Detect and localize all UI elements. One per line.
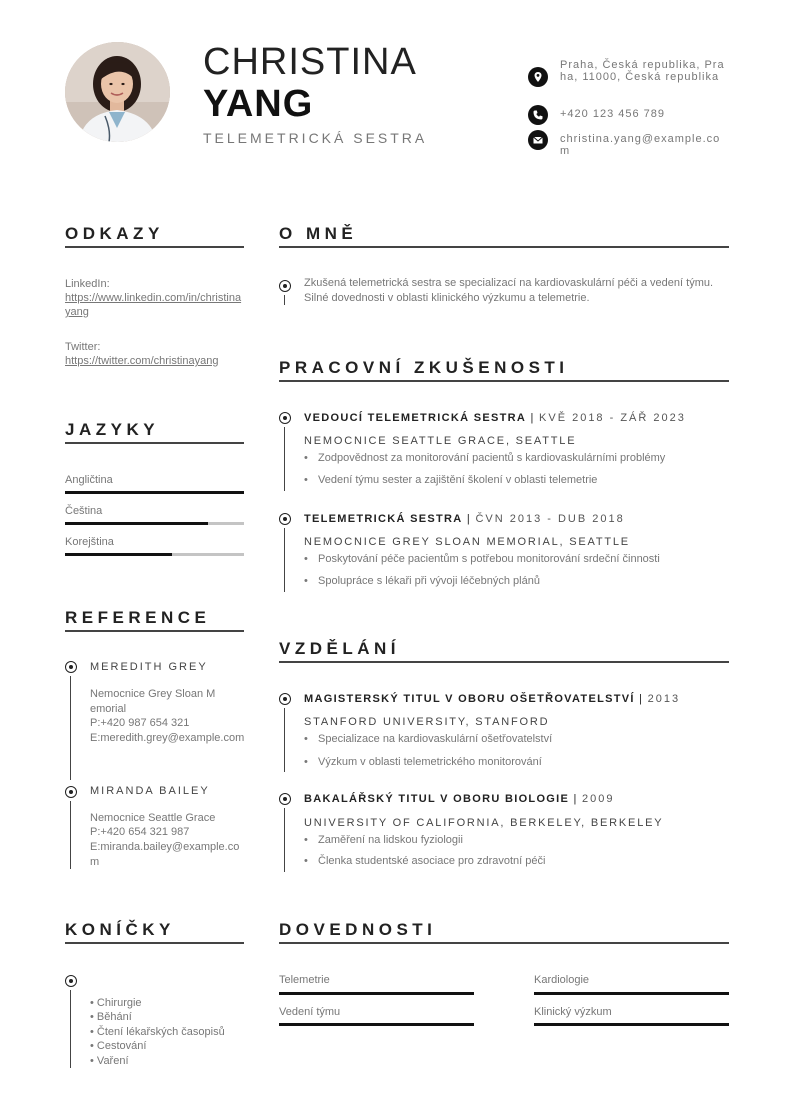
envelope-icon	[528, 130, 548, 150]
job-bullet: • Poskytování péče pacientům s potřebou monitorování srdeční činnosti	[304, 552, 660, 566]
profile-photo	[65, 42, 170, 142]
skill-level-fill	[279, 1023, 474, 1026]
timeline-marker-icon	[279, 693, 291, 705]
timeline-line	[70, 676, 71, 780]
contact-email[interactable]: christina.yang@example.com	[560, 133, 721, 157]
skill-level-bar	[279, 1023, 474, 1026]
job-header: VEDOUCÍ TELEMETRICKÁ SESTRA | KVĚ 2018 - ZÁŘ 2023	[304, 412, 686, 424]
links-heading: ODKAZY	[65, 224, 164, 243]
hobbies-divider	[65, 942, 244, 944]
reference-email[interactable]: E:meredith.grey@example.com	[90, 732, 245, 744]
hobby-item: • Čtení lékařských časopisů	[90, 1025, 225, 1040]
timeline-line	[284, 295, 285, 305]
education-bullet: • Výzkum v oblasti telemetrického monitorování	[304, 755, 542, 769]
timeline-marker-icon	[279, 793, 291, 805]
skill-level-fill	[534, 992, 729, 995]
timeline-marker-icon	[279, 513, 291, 525]
contact-phone[interactable]: +420 123 456 789	[560, 108, 666, 120]
timeline-line	[70, 990, 71, 1068]
twitter-label: Twitter:	[65, 341, 101, 353]
education-bullet: • Specializace na kardiovaskulární ošetřovatelství	[304, 732, 552, 746]
phone-icon	[528, 105, 548, 125]
skills-divider	[279, 942, 729, 944]
education-bullet: • Členka studentské asociace pro zdravotní péči	[304, 854, 545, 868]
language-level-bar	[65, 553, 244, 556]
education-organization: UNIVERSITY OF CALIFORNIA, BERKELEY, BERKELEY	[304, 817, 664, 829]
job-organization: NEMOCNICE GREY SLOAN MEMORIAL, SEATTLE	[304, 536, 630, 548]
timeline-line	[284, 528, 285, 592]
skill-level-fill	[279, 992, 474, 995]
skill-level-bar	[534, 1023, 729, 1026]
twitter-link[interactable]: https://twitter.com/christinayang	[65, 355, 219, 367]
reference-email[interactable]: E:miranda.bailey@example.com	[90, 841, 240, 868]
experience-divider	[279, 380, 729, 382]
job-title: TELEMETRICKÁ SESTRA	[203, 130, 428, 146]
timeline-line	[284, 708, 285, 772]
language-level-bar	[65, 522, 244, 525]
timeline-marker-icon	[279, 280, 291, 292]
job-bullet: • Vedení týmu sester a zajištění školení v oblasti telemetrie	[304, 473, 597, 487]
skill-name: Klinický výzkum	[534, 1006, 612, 1018]
education-header: MAGISTERSKÝ TITUL V OBORU OŠETŘOVATELSTVÍ | 2013	[304, 693, 681, 705]
reference-org: Nemocnice Seattle Grace	[90, 812, 216, 824]
contact-address: Praha, Česká republika, Praha, 11000, Česká republika	[560, 59, 725, 83]
about-heading: O MNĚ	[279, 224, 358, 243]
languages-heading: JAZYKY	[65, 420, 160, 439]
linkedin-link[interactable]: https://www.linkedin.com/in/christinayang	[65, 292, 242, 318]
skill-name: Vedení týmu	[279, 1006, 341, 1018]
timeline-line	[284, 427, 285, 491]
timeline-marker-icon	[65, 786, 77, 798]
language-level-fill	[65, 553, 172, 556]
reference-name: MEREDITH GREY	[90, 661, 208, 673]
experience-heading: PRACOVNÍ ZKUŠENOSTI	[279, 358, 569, 377]
job-bullet: • Zodpovědnost za monitorování pacientů s kardiovaskulárními problémy	[304, 451, 665, 465]
reference-phone: P:+420 987 654 321	[90, 717, 190, 729]
language-name: Čeština	[65, 505, 103, 517]
languages-divider	[65, 442, 244, 444]
job-organization: NEMOCNICE SEATTLE GRACE, SEATTLE	[304, 435, 577, 447]
language-level-fill	[65, 522, 208, 525]
timeline-marker-icon	[279, 412, 291, 424]
hobby-item: • Vaření	[90, 1054, 129, 1069]
job-bullet: • Spolupráce s lékaři při vývoji léčebných plánů	[304, 574, 540, 588]
skills-heading: DOVEDNOSTI	[279, 920, 437, 939]
skill-level-bar	[279, 992, 474, 995]
timeline-marker-icon	[65, 975, 77, 987]
hobbies-heading: KONÍČKY	[65, 920, 175, 939]
education-header: BAKALÁŘSKÝ TITUL V OBORU BIOLOGIE | 2009	[304, 793, 615, 805]
skill-level-bar	[534, 992, 729, 995]
education-divider	[279, 661, 729, 663]
location-pin-icon	[528, 67, 548, 87]
timeline-marker-icon	[65, 661, 77, 673]
education-organization: STANFORD UNIVERSITY, STANFORD	[304, 716, 550, 728]
language-name: Korejština	[65, 536, 114, 548]
references-heading: REFERENCE	[65, 608, 211, 627]
hobby-item: • Běhání	[90, 1010, 132, 1025]
education-bullet: • Zaměření na lidskou fyziologii	[304, 833, 463, 847]
language-level-fill	[65, 491, 244, 494]
links-divider	[65, 246, 244, 248]
reference-phone: P:+420 654 321 987	[90, 826, 190, 838]
language-level-bar	[65, 491, 244, 494]
education-heading: VZDĚLÁNÍ	[279, 639, 400, 658]
profile-photo-image	[65, 42, 170, 142]
language-name: Angličtina	[65, 474, 113, 486]
timeline-line	[70, 801, 71, 869]
skill-level-fill	[534, 1023, 729, 1026]
skill-name: Telemetrie	[279, 974, 330, 986]
timeline-line	[284, 808, 285, 872]
about-divider	[279, 246, 729, 248]
linkedin-label: LinkedIn:	[65, 278, 110, 290]
reference-org: Nemocnice Grey Sloan Memorial	[90, 688, 216, 715]
about-text: Zkušená telemetrická sestra se specializací na kardiovaskulární péči a vedení týmu. Silné dovednosti v oblasti klinického výzkumu a telemetrie.	[304, 277, 714, 304]
hobby-item: • Cestování	[90, 1039, 146, 1054]
skill-name: Kardiologie	[534, 974, 590, 986]
first-name: CHRISTINA	[203, 41, 417, 83]
last-name: YANG	[203, 83, 314, 125]
hobby-item: • Chirurgie	[90, 996, 142, 1011]
reference-name: MIRANDA BAILEY	[90, 785, 210, 797]
job-header: TELEMETRICKÁ SESTRA | ČVN 2013 - DUB 2018	[304, 513, 625, 525]
references-divider	[65, 630, 244, 632]
